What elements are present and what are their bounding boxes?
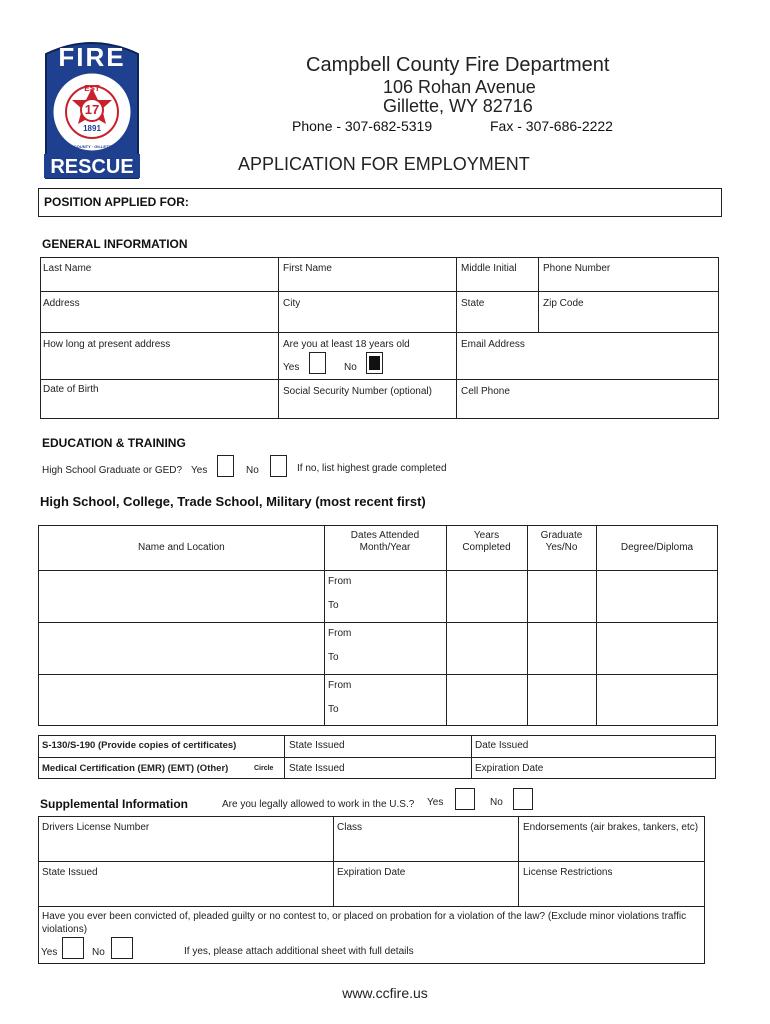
hs-yes-checkbox[interactable] <box>217 455 234 477</box>
address-field[interactable]: Address <box>43 298 80 309</box>
org-city: Gillette, WY 82716 <box>383 96 533 116</box>
general-info-title: GENERAL INFORMATION <box>42 237 188 251</box>
col-degree-diploma: Degree/Diploma <box>620 542 694 553</box>
col-graduate: Graduate <box>540 530 583 541</box>
age-no-label: No <box>344 362 357 373</box>
date-of-birth-field[interactable]: Date of Birth <box>43 384 99 395</box>
conviction-no-checkbox[interactable] <box>111 937 133 959</box>
logo-top-text: FIRE <box>58 42 126 72</box>
endorsements-field[interactable]: Endorsements (air brakes, tankers, etc) <box>523 822 699 833</box>
license-table <box>38 816 705 964</box>
license-state-issued-field[interactable]: State Issued <box>42 867 98 878</box>
row3-to[interactable]: To <box>328 704 339 715</box>
conviction-no-label: No <box>92 947 105 958</box>
col-yes-no: Yes/No <box>545 542 578 553</box>
circle-note: Circle <box>254 765 274 772</box>
fire-rescue-logo <box>40 36 144 180</box>
supplemental-title: Supplemental Information <box>40 797 189 811</box>
middle-initial-field[interactable]: Middle Initial <box>461 263 517 274</box>
logo-year: 1891 <box>83 124 101 133</box>
age-no-checkbox[interactable] <box>366 352 383 374</box>
hs-yes-label: Yes <box>191 465 208 476</box>
s130-state-issued-field[interactable]: State Issued <box>289 740 345 751</box>
logo-est-text: EST <box>84 84 100 93</box>
highest-grade-field[interactable]: If no, list highest grade completed <box>297 463 447 474</box>
work-yes-label: Yes <box>427 797 444 808</box>
age-yes-label: Yes <box>283 362 300 373</box>
cell-phone-field[interactable]: Cell Phone <box>461 386 510 397</box>
row1-to[interactable]: To <box>328 600 339 611</box>
position-label: POSITION APPLIED FOR: <box>44 195 189 209</box>
medical-expiration-field[interactable]: Expiration Date <box>475 763 544 774</box>
schools-table <box>38 525 718 726</box>
row2-from[interactable]: From <box>328 628 352 639</box>
age-yes-checkbox[interactable] <box>309 352 326 374</box>
work-no-checkbox[interactable] <box>513 788 533 810</box>
hs-question: High School Graduate or GED? <box>42 465 183 476</box>
work-auth-question: Are you legally allowed to work in the U.S.? <box>222 799 415 810</box>
state-field[interactable]: State <box>461 298 485 309</box>
s130-date-issued-field[interactable]: Date Issued <box>475 740 529 751</box>
email-address-field[interactable]: Email Address <box>461 339 525 350</box>
col-dates-attended: Dates Attended <box>350 530 420 541</box>
first-name-field[interactable]: First Name <box>283 263 332 274</box>
logo-number: 17 <box>84 102 100 117</box>
org-fax: Fax - 307-686-2222 <box>490 118 613 134</box>
last-name-field[interactable]: Last Name <box>43 263 92 274</box>
col-month-year: Month/Year <box>359 542 411 553</box>
schools-table-title: High School, College, Trade School, Military (most recent first) <box>40 494 426 509</box>
form-title: APPLICATION FOR EMPLOYMENT <box>238 154 530 174</box>
drivers-license-field[interactable]: Drivers License Number <box>42 822 150 833</box>
work-no-label: No <box>490 797 503 808</box>
org-name: Campbell County Fire Department <box>306 54 610 76</box>
license-restrictions-field[interactable]: License Restrictions <box>523 867 613 878</box>
row1-from[interactable]: From <box>328 576 352 587</box>
logo-ring-text: CAMPBELL COUNTY · GILLETTE · WRIGHT <box>50 144 134 149</box>
row3-from[interactable]: From <box>328 680 352 691</box>
hs-no-label: No <box>246 465 259 476</box>
conviction-details-note: If yes, please attach additional sheet with full details <box>184 946 414 957</box>
footer-url[interactable]: www.ccfire.us <box>342 985 428 1001</box>
conviction-question: Have you ever been convicted of, pleaded guilty or no contest to, or placed on probation for a violation of the law? (Exclude minor violations traffic violations) <box>42 911 687 935</box>
org-phone: Phone - 307-682-5319 <box>292 118 433 134</box>
conviction-yes-label: Yes <box>41 947 58 958</box>
col-name-location: Name and Location <box>138 542 225 553</box>
s130-label: S-130/S-190 (Provide copies of certificates) <box>42 740 237 751</box>
medical-state-issued-field[interactable]: State Issued <box>289 763 345 774</box>
row2-to[interactable]: To <box>328 652 339 663</box>
work-yes-checkbox[interactable] <box>455 788 475 810</box>
phone-number-field[interactable]: Phone Number <box>543 263 611 274</box>
logo-bottom-text: RESCUE <box>50 156 134 178</box>
col-completed: Completed <box>462 542 511 553</box>
city-field[interactable]: City <box>283 298 301 309</box>
medical-cert-label: Medical Certification (EMR) (EMT) (Other) <box>42 763 229 774</box>
license-expiration-field[interactable]: Expiration Date <box>337 867 406 878</box>
conviction-yes-checkbox[interactable] <box>62 937 84 959</box>
how-long-at-address-field[interactable]: How long at present address <box>43 339 171 350</box>
ssn-field[interactable]: Social Security Number (optional) <box>283 386 432 397</box>
zip-code-field[interactable]: Zip Code <box>543 298 584 309</box>
hs-no-checkbox[interactable] <box>270 455 287 477</box>
license-class-field[interactable]: Class <box>337 822 363 833</box>
age-question: Are you at least 18 years old <box>283 339 410 350</box>
org-street: 106 Rohan Avenue <box>383 77 536 97</box>
col-years: Years <box>473 530 500 541</box>
education-title: EDUCATION & TRAINING <box>42 436 186 450</box>
